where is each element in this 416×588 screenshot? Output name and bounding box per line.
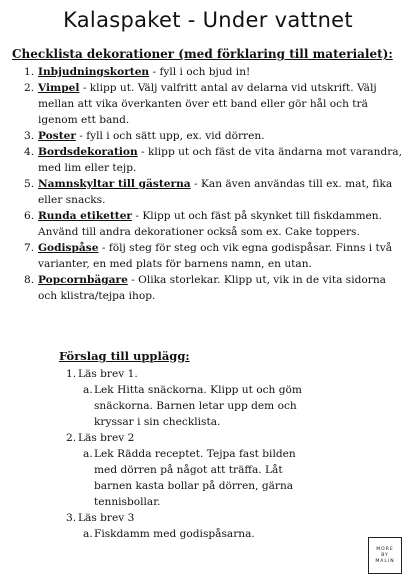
suggestions-heading: Förslag till upplägg: — [59, 349, 190, 363]
item-number: 3. — [24, 130, 35, 142]
logo-text: MORE — [376, 546, 394, 552]
sub-step-letter: a. — [83, 528, 93, 540]
letter-step — [64, 510, 354, 526]
sub-step — [74, 526, 354, 542]
checklist-item — [12, 272, 407, 304]
item-number: 6. — [24, 210, 35, 222]
sub-step-text: Lek Hitta snäckorna. Klipp ut och göm snäckorna. Barnen letar upp dem och kryssar i sin checklista. — [94, 384, 302, 428]
checklist-item — [12, 128, 407, 144]
item-text: - Klipp ut och fäst på skynket till fiskdammen. Använd till andra dekorationer också som ex. Cake toppers. — [38, 210, 382, 238]
item-term: Namnskyltar till gästerna — [38, 178, 191, 190]
item-number: 4. — [24, 146, 35, 158]
item-term: Godispåse — [38, 242, 99, 254]
checklist-item — [12, 64, 407, 80]
item-term: Bordsdekoration — [38, 146, 138, 158]
step-label: Läs brev 2 — [78, 432, 135, 444]
checklist-item — [12, 144, 407, 176]
sub-step-letter: a. — [83, 384, 93, 396]
item-text: - Olika storlekar. Klipp ut, vik in de vita sidorna och klistra/tejpa ihop. — [38, 274, 386, 302]
checklist-item — [12, 208, 407, 240]
item-term: Runda etiketter — [38, 210, 133, 222]
checklist-item — [12, 240, 407, 272]
letter-step — [64, 430, 354, 446]
item-term: Vimpel — [38, 82, 80, 94]
brand-logo — [368, 537, 402, 574]
sub-step-letter: a. — [83, 448, 93, 460]
sub-step — [74, 382, 354, 430]
logo-text: MALIN — [375, 558, 395, 564]
item-text: - följ steg för steg och vik egna godispåsar. Finns i två varianter, en med plats för barnens namn, en utan. — [38, 242, 393, 270]
sub-step — [74, 446, 354, 510]
item-number: 1. — [24, 66, 35, 78]
item-text: - Kan även användas till ex. mat, fika eller snacks. — [38, 178, 393, 206]
step-label: Läs brev 1. — [78, 368, 138, 380]
item-number: 5. — [24, 178, 35, 190]
step-number: 3. — [66, 512, 77, 524]
item-number: 8. — [24, 274, 35, 286]
item-number: 7. — [24, 242, 35, 254]
page-title: Kalaspaket - Under vattnet — [63, 8, 353, 32]
sub-step-text: Fiskdamm med godispåsarna. — [94, 528, 255, 540]
logo-text: BY — [381, 552, 389, 558]
item-term: Poster — [38, 130, 76, 142]
item-term: Inbjudningskorten — [38, 66, 150, 78]
step-number: 1. — [66, 368, 77, 380]
checklist-heading: Checklista dekorationer (med förklaring till materialet): — [12, 47, 393, 61]
checklist-item — [12, 176, 407, 208]
letter-step — [64, 366, 354, 382]
step-label: Läs brev 3 — [78, 512, 135, 524]
item-number: 2. — [24, 82, 35, 94]
checklist-item — [12, 80, 407, 128]
item-text: - klipp ut. Välj valfritt antal av delarna vid utskrift. Välj mellan att vika överkanten över ett band eller gör hål och trä igenom ett band. — [38, 82, 377, 126]
checklist — [12, 64, 407, 304]
item-text: - fyll i och sätt upp, ex. vid dörren. — [75, 130, 265, 142]
sub-step-text: Lek Rädda receptet. Tejpa fast bilden med dörren på något att träffa. Låt barnen kasta bollar på dörren, gärna tennisbollar. — [94, 448, 296, 508]
suggestions-list — [64, 366, 354, 542]
item-text: - fyll i och bjud in! — [149, 66, 251, 78]
item-text: - klipp ut och fäst de vita ändarna mot varandra, med lim eller tejp. — [38, 146, 402, 174]
item-term: Popcornbägare — [38, 274, 128, 286]
step-number: 2. — [66, 432, 77, 444]
